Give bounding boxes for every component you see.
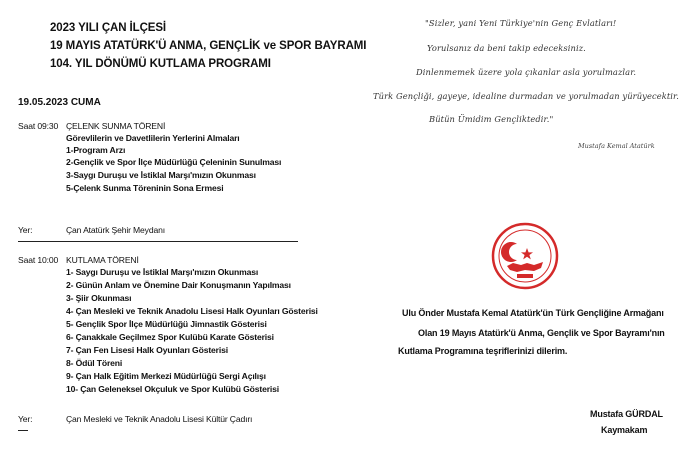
section2-item-0: 1- Saygı Duruşu ve İstiklal Marşı'mızın Okunması: [66, 267, 259, 277]
section1-time: Saat 09:30: [18, 121, 59, 131]
program-title-line-1: 2023 YILI ÇAN İLÇESİ: [50, 22, 167, 34]
section2-item-1: 2- Günün Anlam ve Önemine Dair Konuşmanın Yapılması: [66, 280, 291, 290]
quote-line-3: Türk Gençliği, gayeye, idealine durmadan ve yorulmadan yürüyecektir.: [373, 91, 679, 101]
invitation-line-1: Ulu Önder Mustafa Kemal Atatürk'ün Türk Gençliğine Armağanı: [402, 308, 664, 318]
quote-line-1: Yorulsanız da beni takip edeceksiniz.: [427, 43, 586, 53]
program-date: 19.05.2023 CUMA: [18, 97, 101, 108]
section2-place-label: Yer:: [18, 414, 33, 424]
emblem-icon: [491, 222, 559, 290]
section2-item-6: 7- Çan Fen Lisesi Halk Oyunları Gösterisi: [66, 345, 228, 355]
section2-item-2: 3- Şiir Okunması: [66, 293, 132, 303]
section2-item-8: 9- Çan Halk Eğitim Merkezi Müdürlüğü Sergi Açılışı: [66, 371, 266, 381]
section1-item-0: Görevlilerin ve Davetlilerin Yerlerini Almaları: [66, 133, 240, 143]
invitation-line-2: Olan 19 Mayıs Atatürk'ü Anma, Gençlik ve Spor Bayramı'nın: [418, 328, 665, 338]
section2-item-4: 5- Gençlik Spor İlçe Müdürlüğü Jimnastik Gösterisi: [66, 319, 267, 329]
quote-signature: Mustafa Kemal Atatürk: [578, 142, 655, 150]
section2-item-9: 10- Çan Geleneksel Okçuluk ve Spor Kulübü Gösterisi: [66, 384, 279, 394]
section1-item-3: 3-Saygı Duruşu ve İstiklal Marşı'mızın Okunması: [66, 170, 256, 180]
section1-title: ÇELENK SUNMA TÖRENİ: [66, 121, 166, 131]
section1-item-4: 5-Çelenk Sunma Töreninin Sona Ermesi: [66, 183, 224, 193]
divider-1: [18, 241, 298, 242]
program-title-line-2: 19 MAYIS ATATÜRK'Ü ANMA, GENÇLİK ve SPOR BAYRAMI: [50, 40, 367, 52]
section2-place: Çan Mesleki ve Teknik Anadolu Lisesi Kültür Çadırı: [66, 414, 253, 424]
signer-name: Mustafa GÜRDAL: [590, 409, 663, 419]
invitation-line-3: Kutlama Programına teşriflerinizi dilerim.: [398, 346, 568, 356]
section2-item-3: 4- Çan Mesleki ve Teknik Anadolu Lisesi Halk Oyunları Gösterisi: [66, 306, 318, 316]
section1-item-2: 2-Gençlik ve Spor İlçe Müdürlüğü Çeleninin Sunulması: [66, 157, 282, 167]
section2-time: Saat 10:00: [18, 255, 59, 265]
section1-place-label: Yer:: [18, 225, 33, 235]
program-title-line-3: 104. YIL DÖNÜMÜ KUTLAMA PROGRAMI: [50, 58, 271, 70]
section2-item-5: 6- Çanakkale Geçilmez Spor Kulübü Karate Gösterisi: [66, 332, 274, 342]
quote-line-2: Dinlenmemek üzere yola çıkanlar asla yorulmazlar.: [416, 67, 637, 77]
section2-title: KUTLAMA TÖRENİ: [66, 255, 139, 265]
section2-item-7: 8- Ödül Töreni: [66, 358, 123, 368]
section1-item-1: 1-Program Arzı: [66, 145, 126, 155]
divider-2: [18, 430, 28, 431]
quote-line-0: "Sizler, yani Yeni Türkiye'nin Genç Evlatları!: [425, 18, 617, 28]
signer-title: Kaymakam: [601, 425, 648, 435]
section1-place: Çan Atatürk Şehir Meydanı: [66, 225, 165, 235]
quote-line-4: Bütün Ümidim Gençliktedir.": [429, 114, 554, 124]
